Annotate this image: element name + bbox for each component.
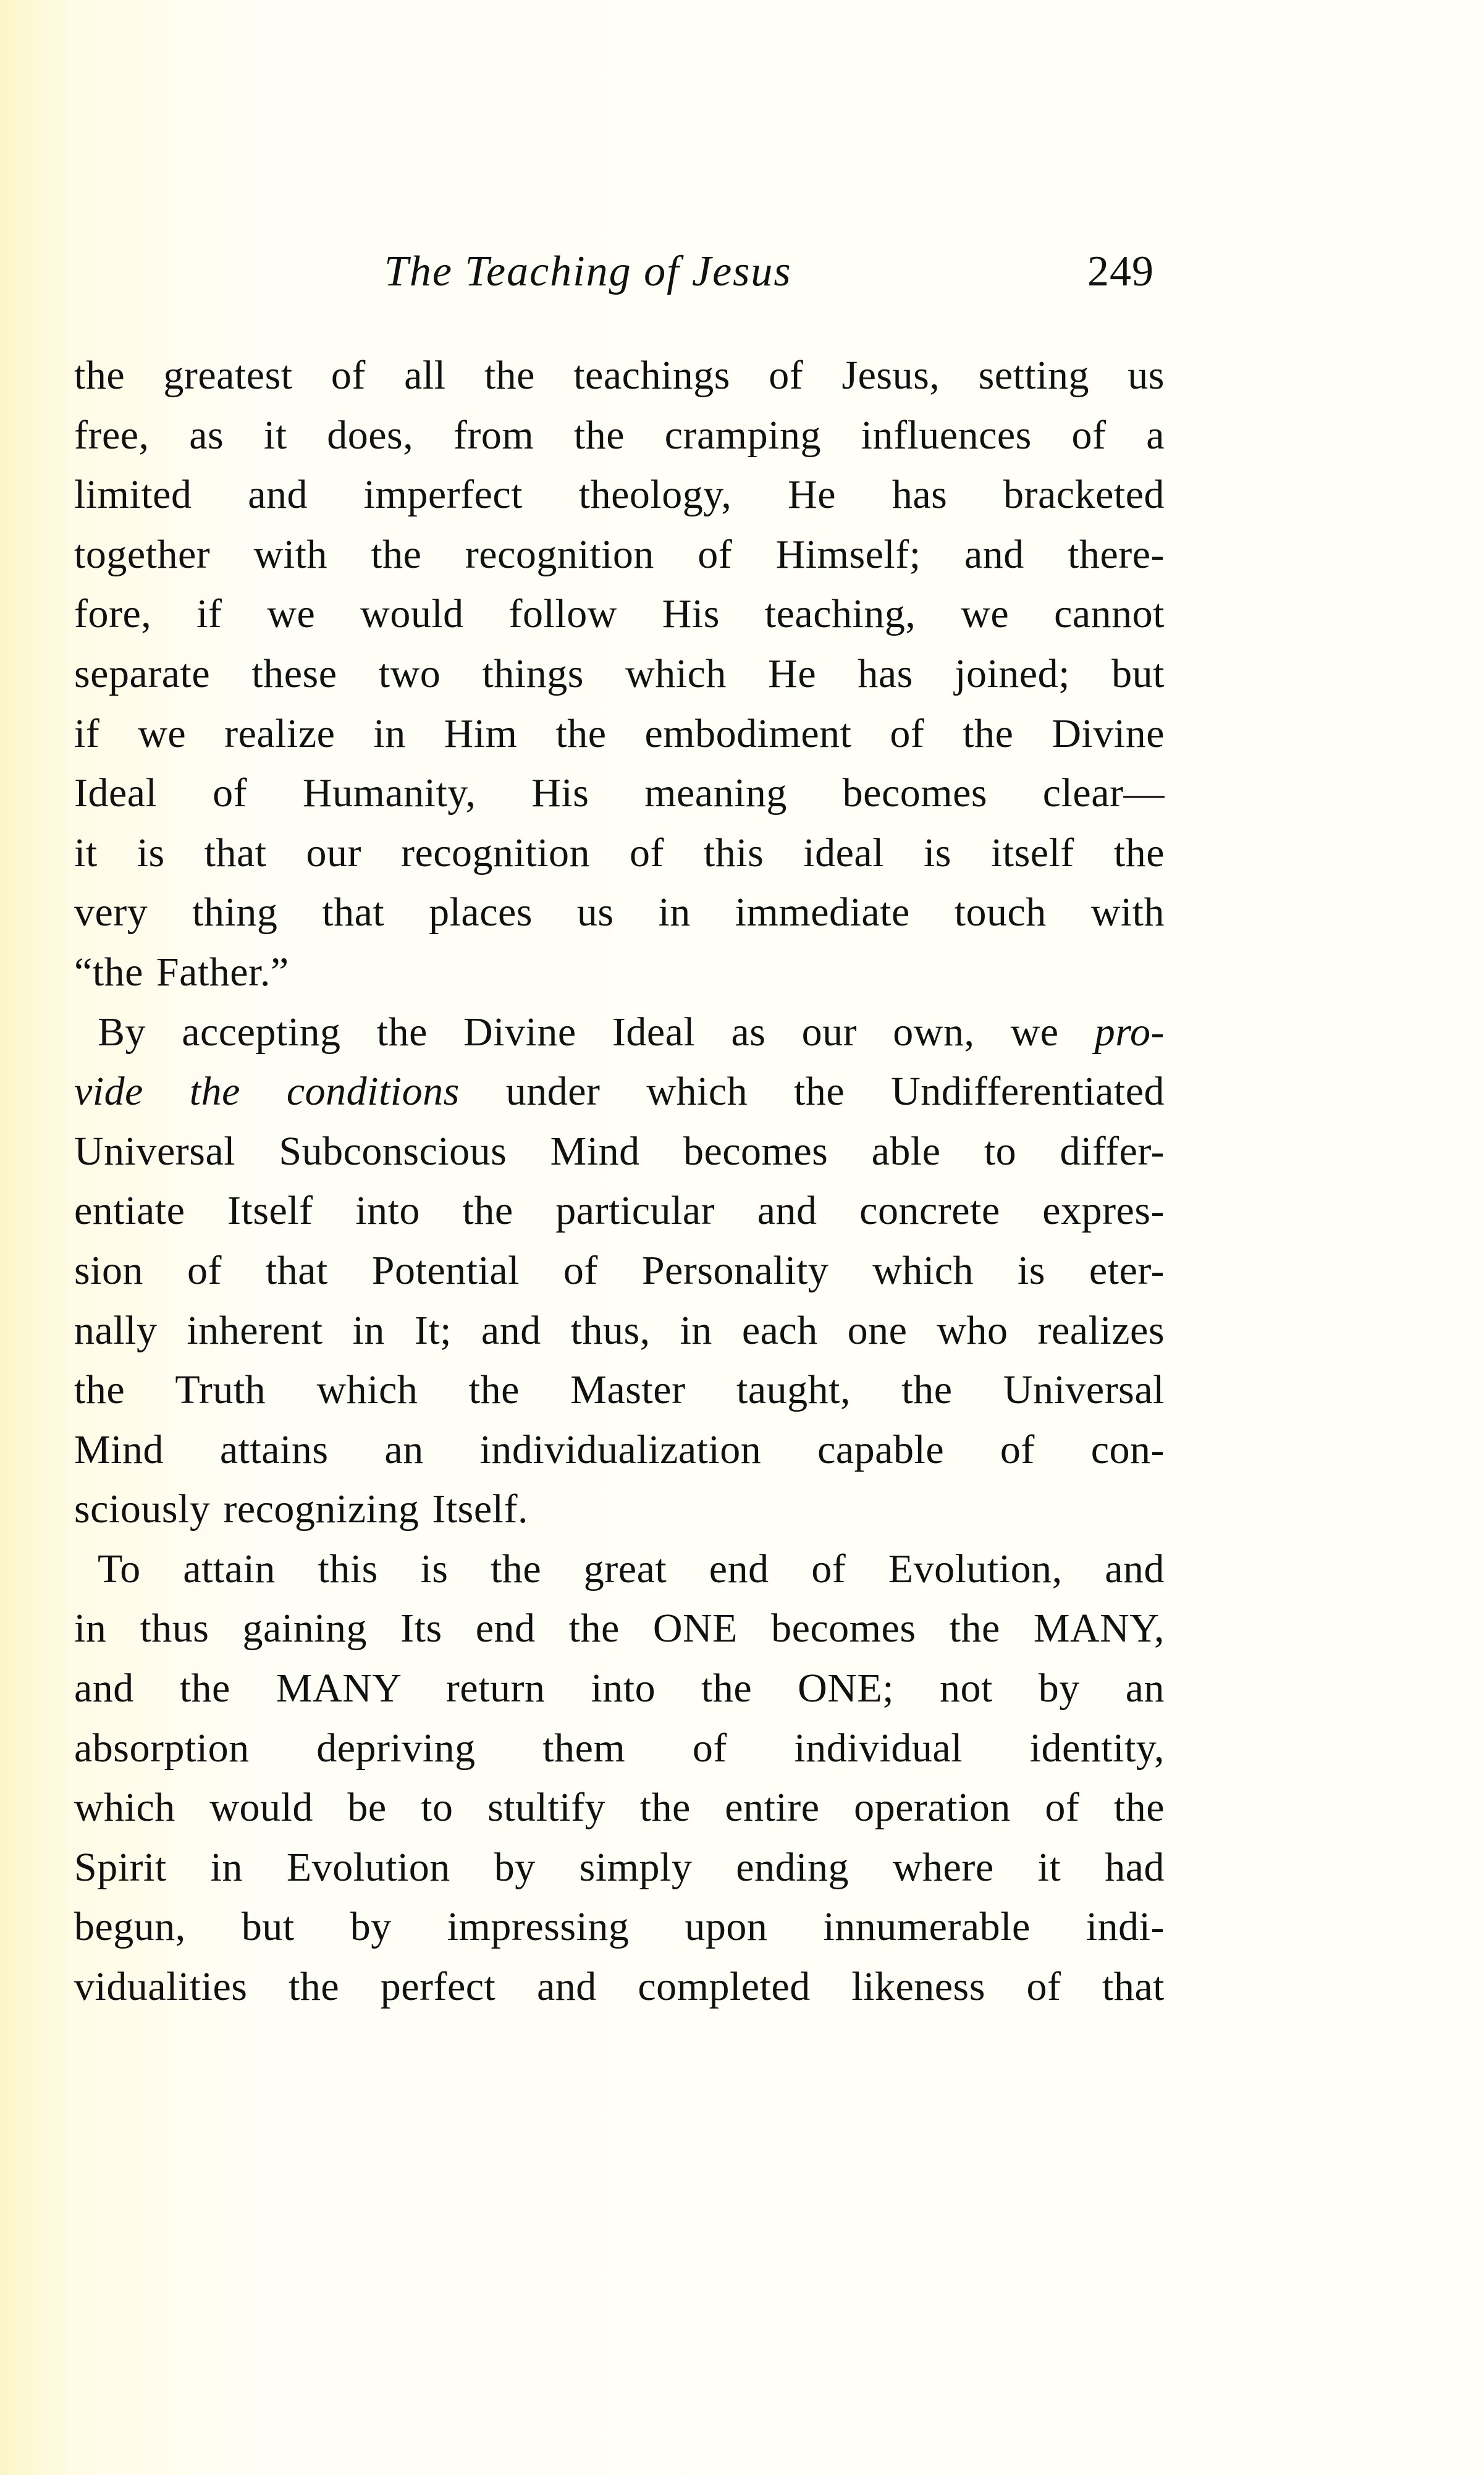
text-line (74, 1540, 1165, 1600)
text-line (74, 1003, 1165, 1063)
text-line (74, 824, 1165, 883)
text-line (74, 1122, 1165, 1182)
text-line (74, 1599, 1165, 1659)
running-header-title: The Teaching of Jesus (384, 248, 792, 295)
text-line (74, 704, 1165, 764)
text-line (74, 1241, 1165, 1301)
text-segment: sciously recognizing Itself. (74, 1486, 528, 1532)
text-line (74, 346, 1165, 406)
text-segment: Mind attains an individualization capable of con- (74, 1427, 1165, 1472)
text-segment: Ideal of Humanity, His meaning becomes clear— (74, 770, 1165, 816)
text-line (74, 1062, 1165, 1122)
text-segment: Spirit in Evolution by simply ending where it had (74, 1844, 1165, 1890)
text-segment: entiate Itself into the particular and concrete expres- (74, 1188, 1165, 1234)
text-segment: “the Father.” (74, 949, 289, 995)
text-segment: the greatest of all the teachings of Jesus, setting us (74, 353, 1165, 398)
italic-text: pro- (1094, 1009, 1165, 1055)
text-line (74, 584, 1165, 644)
text-line (74, 1480, 1165, 1540)
page-number: 249 (1087, 248, 1154, 295)
text-segment: Universal Subconscious Mind becomes able to differ- (74, 1128, 1165, 1174)
text-segment: and the MANY return into the ONE; not by an (74, 1666, 1165, 1711)
text-line (74, 406, 1165, 466)
text-line (74, 1897, 1165, 1957)
text-segment: separate these two things which He has joined; but (74, 651, 1165, 696)
text-segment: the Truth which the Master taught, the Universal (74, 1367, 1165, 1413)
text-segment: absorption depriving them of individual identity, (74, 1725, 1165, 1771)
page-body-text (74, 346, 1165, 2017)
text-segment: very thing that places us in immediate touch with (74, 890, 1165, 935)
italic-text: vide the conditions (74, 1069, 460, 1115)
text-segment: which would be to stultify the entire operation of the (74, 1785, 1165, 1831)
text-segment: under which the Undifferentiated (459, 1069, 1165, 1115)
text-segment: begun, but by impressing upon innumerable indi- (74, 1904, 1165, 1950)
text-segment: it is that our recognition of this ideal is itself the (74, 830, 1165, 875)
text-segment: By accepting the Divine Ideal as our own, we (98, 1009, 1095, 1055)
text-line (74, 1838, 1165, 1898)
text-line (74, 883, 1165, 943)
text-segment: To attain this is the great end of Evolution, and (98, 1546, 1165, 1592)
text-line (74, 1360, 1165, 1420)
text-line (74, 764, 1165, 824)
text-segment: free, as it does, from the cramping influences of a (74, 412, 1165, 458)
text-segment: limited and imperfect theology, He has bracketed (74, 472, 1165, 518)
text-line (74, 1181, 1165, 1241)
text-segment: if we realize in Him the embodiment of the Divine (74, 710, 1165, 756)
text-line (74, 1420, 1165, 1480)
text-line (74, 943, 1165, 1003)
text-segment: in thus gaining Its end the ONE becomes the MANY, (74, 1606, 1165, 1651)
text-segment: fore, if we would follow His teaching, we cannot (74, 591, 1165, 637)
text-line (74, 465, 1165, 525)
text-segment: together with the recognition of Himself; and there- (74, 531, 1165, 577)
text-segment: nally inherent in It; and thus, in each one who realizes (74, 1307, 1165, 1353)
text-line (74, 1957, 1165, 2017)
text-line (74, 525, 1165, 585)
text-segment: sion of that Potential of Personality which is eter- (74, 1247, 1165, 1293)
text-line (74, 1719, 1165, 1779)
text-segment: vidualities the perfect and completed likeness of that (74, 1964, 1165, 2010)
text-line (74, 1659, 1165, 1719)
text-line (74, 1778, 1165, 1838)
text-line (74, 1301, 1165, 1361)
text-line (74, 644, 1165, 704)
